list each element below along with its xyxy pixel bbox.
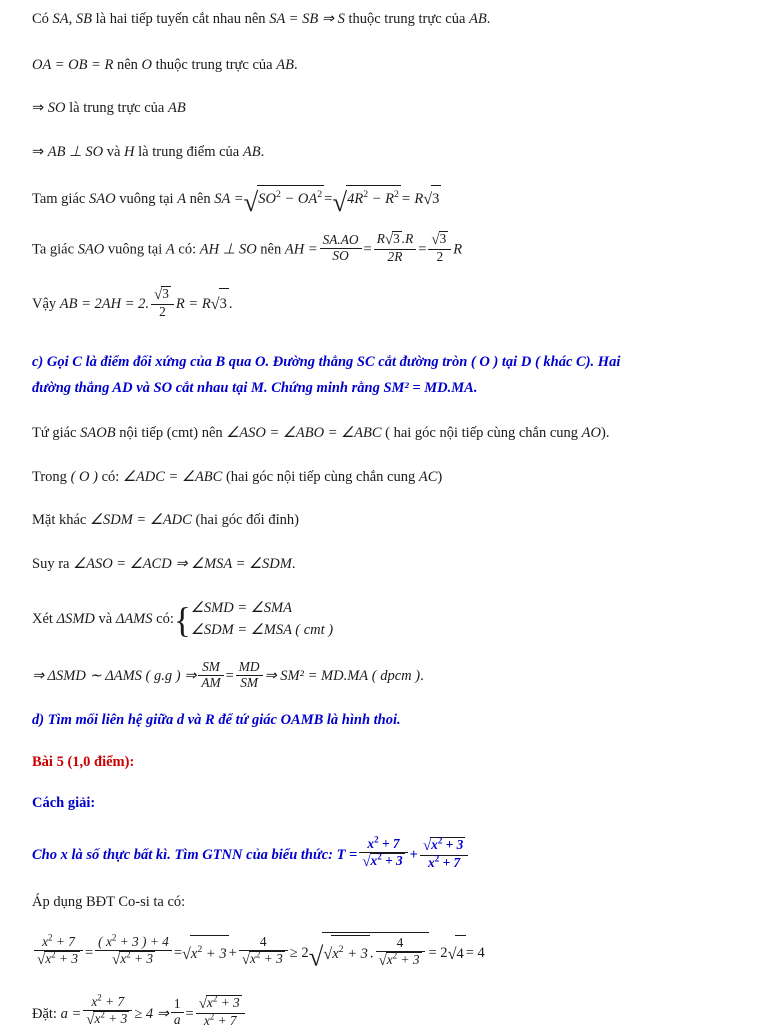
math-angles-aso: ∠ASO = ∠ABO = ∠ABC <box>226 425 382 442</box>
text-fragment: Ta giác <box>32 241 75 258</box>
text-fragment: qua <box>228 353 252 370</box>
text-fragment: nên <box>260 241 282 258</box>
math-ab-2: AB <box>276 56 294 73</box>
text-fragment: là hai tiếp tuyến cắt nhau nên <box>95 11 266 27</box>
text-fragment: có: <box>178 241 197 258</box>
math-d: D <box>520 353 532 370</box>
sqrt-e1-term: $√x^2 + 3$ <box>182 933 229 975</box>
text-fragment: vuông tại <box>107 241 163 258</box>
paragraph-apdung: Áp dụng BĐT Co-si ta có: <box>32 893 186 910</box>
fraction-e2-1: $\frac{x^2 + 7}{√x^2 + 3}$ <box>83 995 132 1029</box>
math-circle-o: ( O ) <box>470 353 499 370</box>
math-o: O <box>255 353 266 370</box>
math-ad: AD <box>112 380 133 397</box>
case-line-1: ∠SMD = ∠SMA <box>190 599 292 616</box>
text-fragment: có: <box>101 468 120 485</box>
text-fragment: Tam giác <box>32 191 86 207</box>
math-saob: SAOB <box>80 425 116 442</box>
text-fragment: vuông tại <box>119 191 174 207</box>
math-m: M <box>251 380 264 397</box>
math-oa-ob-r: OA = OB = R <box>32 56 114 73</box>
math-a-2: A <box>165 241 175 258</box>
paragraph-line-7 <box>0 287 764 323</box>
math-triangle-ams: ΔAMS <box>115 610 153 627</box>
paragraph-line-3 <box>0 99 764 119</box>
math-r-eq-rsqrt3: R = R <box>175 296 211 313</box>
fraction-e1-1: $\frac{x^2 + 7}{√x^2 + 3}$ <box>34 935 83 969</box>
math-sa-sb: SA, SB <box>52 11 93 27</box>
case-brace: { <box>173 599 191 640</box>
cases-group <box>191 597 333 642</box>
math-triangle-smd: ΔSMD <box>56 610 95 627</box>
text-fragment: là số thực bất kì. Tìm GTNN của biểu thức: <box>71 847 333 864</box>
math-so: SO <box>153 380 173 397</box>
math-circle-o2: ( O ) <box>70 468 98 485</box>
math-eq-rsqrt3: = R <box>400 191 424 207</box>
math-ao: AO <box>581 425 601 442</box>
text-fragment: d) Tìm mối liên hệ giữa <box>32 712 174 729</box>
text-fragment: và <box>187 712 202 729</box>
fraction-x2-7-over-sqrt: $\frac{x^2 + 7}{√x^2 + 3}$ <box>359 837 407 871</box>
period: . <box>420 668 424 685</box>
text-fragment: và <box>98 610 113 627</box>
math-c: C <box>72 353 82 370</box>
math-so: SO <box>47 100 66 117</box>
text-fragment: Cho <box>32 847 57 864</box>
math-ah-perp-so: AH ⊥ SO <box>199 241 257 258</box>
text-fragment: có: <box>156 610 174 627</box>
text-fragment: là trung trực của <box>69 100 165 117</box>
math-sc: SC <box>356 353 375 370</box>
text-fragment: và <box>106 143 121 160</box>
period: . <box>291 555 296 572</box>
fraction-md-sm: $\frac{MD}{SM}$ <box>236 660 263 691</box>
sqrt-so2-oa2: $√SO^2 - OA^2$ <box>244 185 325 214</box>
paragraph-line-1 <box>0 10 764 30</box>
section-heading-cachgiai: Cách giải: <box>32 795 96 812</box>
math-c2: C <box>576 353 586 370</box>
text-fragment: và <box>136 380 150 397</box>
case-line-2: ∠SDM = ∠MSA ( cmt ) <box>190 621 334 638</box>
text-fragment: . Đường thẳng <box>265 353 354 370</box>
period: . <box>293 56 298 73</box>
math-ab: AB <box>469 11 487 27</box>
text-fragment: để tứ giác <box>218 712 277 729</box>
math-ab-2ah: AB = 2AH = 2. <box>59 296 150 313</box>
text-fragment: nên <box>116 56 138 73</box>
text-fragment: Đặt: <box>32 1005 57 1022</box>
math-h: H <box>124 143 135 160</box>
math-o: O <box>141 56 152 73</box>
text-fragment: nên <box>189 191 211 207</box>
text-fragment: là điểm đối xứng của <box>85 353 212 370</box>
problem-statement-d <box>0 711 764 731</box>
math-sa-equals: SA = <box>214 191 244 207</box>
problem-statement-c-line1 <box>0 349 764 376</box>
math-ge4: ≥ 4 ⇒ <box>134 1005 169 1022</box>
text-fragment: cắt nhau tại <box>175 380 248 397</box>
period: . <box>260 143 265 160</box>
problem-statement-c-line2 <box>0 375 764 402</box>
paragraph-line-13: ⇒ ΔSMD ∼ ΔAMS ( g.g ) ⇒ $\frac{SM}{AM}$ = $\frac{MD}{SM}$ ⇒ SM² = MD.MA ( dpcm ). <box>32 658 424 690</box>
text-fragment: cắt đường tròn <box>378 353 468 370</box>
math-sm2-result: ⇒ SM² = MD.MA <box>264 668 369 685</box>
fraction-e1-3: $\frac{4}{√x^2 + 3}$ <box>239 935 288 969</box>
paragraph-line-12 <box>0 597 764 642</box>
math-x: x <box>60 847 68 864</box>
text-fragment: thuộc trung trực của <box>155 56 273 73</box>
text-fragment: ). <box>600 425 610 442</box>
math-oamb: OAMB <box>280 712 324 729</box>
equation-cosi: $\frac{x^2 + 7}{√x^2 + 3}$ = $\frac{( x^2 + 3 ) + 4}{√x^2 + 3}$ $=√x^2 + 3$ + $\frac{4}{√x^2 + 3}$ ≥ $2√√x^2 + 3$ . $\frac{4}{√x^2 + 3}$ = 2√4 = 4 <box>0 932 764 975</box>
math-ab-4: AB <box>242 143 261 160</box>
sqrt-3c: √3 <box>211 287 229 323</box>
math-b: B <box>215 353 226 370</box>
fraction-sqrt3-2: $\frac{√3}{2}$ <box>428 231 451 265</box>
fraction-e1-2: $\frac{( x^2 + 3 ) + 4}{√x^2 + 3}$ <box>95 935 172 969</box>
text-fragment: Suy ra <box>32 555 70 572</box>
text-fragment: Xét <box>32 610 53 627</box>
text-fragment: Trong <box>32 468 67 485</box>
fraction-e2-2: $\frac{1}{a}$ <box>171 997 184 1028</box>
text-fragment: là hình thoi. <box>326 712 401 729</box>
math-sm2-md-ma: SM² = MD.MA <box>383 380 474 397</box>
math-sa-eq-sb: SA = SB ⇒ S <box>269 11 345 27</box>
math-sao-2: SAO <box>77 241 105 258</box>
paragraph-line-6: Ta giác SAO vuông tại A có: AH ⊥ SO nên AH = $\frac{SA.AO}{SO}$ = $\frac{R√3 .R}{2R}$ = $\frac{√3}{2}$ R <box>32 231 463 264</box>
math-a-equals: a = <box>60 1005 82 1022</box>
paragraph-line-2 <box>0 56 764 76</box>
math-aso-acd: ∠ASO = ∠ACD ⇒ ∠MSA = ∠SDM <box>73 555 292 572</box>
math-sdm-adc: ∠SDM = ∠ADC <box>89 512 192 529</box>
paragraph-line-4 <box>0 143 764 163</box>
math-a: A <box>177 191 187 207</box>
text-fragment: đường thẳng <box>32 380 110 397</box>
text-fragment: thuộc trung trực của <box>348 11 466 27</box>
fraction-sm-am: $\frac{SM}{AM}$ <box>198 660 223 691</box>
math-ah-equals: AH = <box>284 241 318 258</box>
period: . <box>228 296 233 313</box>
period: . <box>473 380 478 397</box>
text-fragment: . Chứng minh rằng <box>263 380 380 397</box>
implies-symbol: ⇒ <box>32 143 45 160</box>
fraction-sqrt-over-x2-7: $\frac{√x^2 + 3}{x^2 + 7}$ <box>420 837 468 871</box>
sqrt-4: √4 <box>448 933 466 975</box>
text-fragment: Tứ giác <box>32 425 77 442</box>
math-t-equals: T = <box>336 847 358 864</box>
text-fragment: ) <box>437 468 443 485</box>
fraction-sa-ao-so: $\frac{SA.AO}{SO}$ <box>320 233 362 264</box>
math-adc-abc: ∠ADC = ∠ABC <box>122 468 223 485</box>
section-heading-bai5: Bài 5 (1,0 điểm): <box>32 753 135 770</box>
problem-statement-bai5: Cho x là số thực bất kì. Tìm GTNN của biểu thức: T = $\frac{x^2 + 7}{√x^2 + 3}$ + $\frac{√x^2 + 3}{x^2 + 7}$ <box>0 838 764 873</box>
fraction-rsqrt3r-2r: $\frac{R√3 .R}{2R}$ <box>374 231 417 265</box>
equation-dat-a: Đặt: a = $\frac{x^2 + 7}{√x^2 + 3}$ ≥ 4 ⇒ $\frac{1}{a}$ = $\frac{√x^2 + 3}{x^2 + 7}$ <box>0 996 764 1033</box>
fraction-sqrt3-2b: $\frac{√3}{2}$ <box>151 286 174 320</box>
text-fragment: (hai góc nội tiếp cùng chắn cung <box>225 468 416 485</box>
math-dpcm: ( dpcm ) <box>371 668 421 685</box>
text-fragment: là trung điểm của <box>138 143 240 160</box>
paragraph-line-10 <box>0 511 764 531</box>
paragraph-line-5: Tam giác SAO vuông tại A nên SA $=√SO^2 - OA^2 =√4R^2 - R^2 = R√3$ <box>0 184 764 215</box>
text-fragment: ( hai góc nội tiếp cùng chắn cung <box>385 425 579 442</box>
fraction-e2-3: $\frac{√x^2 + 3}{x^2 + 7}$ <box>196 995 245 1029</box>
sqrt-4r2-r2: $√4R^2 - R^2$ <box>332 185 401 214</box>
text-fragment: (hai góc đối đỉnh) <box>195 512 299 529</box>
text-fragment: c) Gọi <box>32 353 69 370</box>
text-fragment: Mặt khác <box>32 512 87 529</box>
sqrt-3: √3 <box>423 184 441 215</box>
math-similar-triangles: ⇒ ΔSMD ∼ ΔAMS ( g.g ) ⇒ <box>32 668 197 685</box>
text-fragment: Có <box>32 11 49 27</box>
text-fragment: ). Hai <box>585 353 621 370</box>
paragraph-line-8 <box>0 424 764 444</box>
paragraph-line-9 <box>0 468 764 488</box>
sqrt-e1-big: $√√x^2 + 3$ . $\frac{4}{√x^2 + 3}$ <box>309 932 429 975</box>
paragraph-line-11 <box>0 555 764 575</box>
math-r-var: R <box>205 712 215 729</box>
math-d-var: d <box>176 712 185 729</box>
text-fragment: Vậy <box>32 296 57 313</box>
text-fragment: nội tiếp (cmt) nên <box>119 425 223 442</box>
math-sao: SAO <box>88 191 116 207</box>
implies-symbol: ⇒ <box>32 100 45 117</box>
text-fragment: ( khác <box>534 353 573 370</box>
math-r-tail: R <box>453 241 463 258</box>
period: . <box>486 11 491 27</box>
text-fragment: tại <box>501 353 518 370</box>
math-ab-3: AB <box>168 100 186 117</box>
math-ac: AC <box>418 468 438 485</box>
math-ab-perp-so: AB ⊥ SO <box>47 143 104 160</box>
